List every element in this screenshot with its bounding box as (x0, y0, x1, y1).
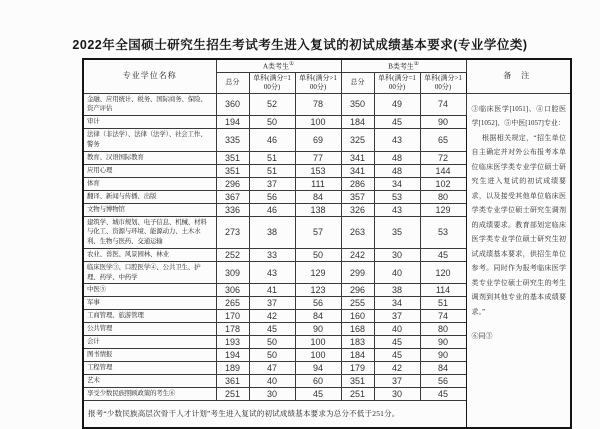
major-name-cell: 享受少数民族照顾政策的考生⑥ (83, 388, 216, 401)
score-cell: 37 (249, 177, 295, 190)
major-name-cell: 公共管理 (83, 323, 216, 336)
score-cell: 252 (216, 248, 249, 261)
major-name-cell: 军事 (83, 297, 216, 310)
major-name-cell: 农业、兽医、风景园林、林业 (83, 248, 216, 261)
score-cell: 263 (341, 216, 374, 248)
score-cell: 53 (374, 190, 420, 203)
major-name-cell: 图书情报 (83, 349, 216, 362)
column-header-a-single-eq100: 单科(满分=100分) (249, 73, 295, 94)
score-cell: 40 (249, 375, 295, 388)
major-name-cell: 文物与博物馆 (83, 203, 216, 216)
score-cell: 265 (216, 297, 249, 310)
score-cell: 43 (374, 129, 420, 152)
table-row (83, 93, 571, 116)
score-cell: 170 (216, 310, 249, 323)
score-cell: 367 (216, 190, 249, 203)
score-cell: 361 (216, 375, 249, 388)
major-name-cell: 教育、汉语国际教育 (83, 151, 216, 164)
major-name-cell: 翻译、新闻与传播、出版 (83, 190, 216, 203)
footnote-cell: 报考“少数民族高层次骨干人才计划”考生进入复试的初试成绩基本要求为总分不低于251分。 (83, 401, 466, 429)
score-cell: 42 (374, 362, 420, 375)
score-cell: 178 (216, 323, 249, 336)
score-cell: 42 (249, 310, 295, 323)
score-cell: 168 (341, 323, 374, 336)
score-cell: 45 (249, 323, 295, 336)
score-cell: 47 (249, 362, 295, 375)
score-cell: 350 (341, 93, 374, 116)
score-cell: 129 (295, 261, 341, 284)
remark-cell (466, 93, 571, 428)
score-cell: 357 (341, 190, 374, 203)
score-cell: 341 (341, 151, 374, 164)
score-cell: 35 (374, 216, 420, 248)
remark-paragraph: 根据相关规定，“招生单位自主确定并对外公布报考本单位临床医学类专业学位硕士研究生进入复试的初试成绩要求，以及接受其他单位临床医学类专业学位硕士研究生调剂的成绩要求。教育部划定临床医学类专业学位硕士研究生初试成绩基本要求，供招生单位参考。同时作为报考临床医学类专业学位硕士研究生的考生调剂到其他专业的基本成绩要求。” (471, 133, 567, 316)
score-cell: 100 (295, 349, 341, 362)
major-name-cell: 金融、应用统计、税务、国际商务、保险、资产评估 (83, 93, 216, 116)
group-b-note-sup: ② (413, 61, 419, 67)
score-cell: 100 (295, 116, 341, 129)
score-cell: 43 (249, 261, 295, 284)
score-cell: 80 (420, 190, 466, 203)
score-cell: 41 (249, 284, 295, 297)
score-cell: 184 (341, 116, 374, 129)
score-cell: 52 (249, 93, 295, 116)
group-a-label: A类考生 (263, 62, 290, 71)
score-cell: 296 (216, 177, 249, 190)
major-name-cell: 体育 (83, 177, 216, 190)
score-cell: 30 (249, 388, 295, 401)
column-header-major-name: 专业学位名称 (83, 59, 216, 93)
score-cell: 129 (420, 203, 466, 216)
column-header-b-total: 总分 (341, 73, 374, 94)
column-header-group-b (341, 59, 466, 73)
score-cell: 50 (249, 336, 295, 349)
score-cell: 72 (420, 151, 466, 164)
score-cell: 251 (216, 388, 249, 401)
score-cell: 90 (420, 336, 466, 349)
score-cell: 48 (374, 151, 420, 164)
score-cell: 48 (374, 164, 420, 177)
page-title: 2022年全国硕士研究生招生考试考生进入复试的初试成绩基本要求(专业学位类) (72, 38, 528, 52)
score-cell: 251 (341, 388, 374, 401)
score-cell: 53 (420, 216, 466, 248)
score-cell: 40 (374, 323, 420, 336)
score-cell: 84 (420, 362, 466, 375)
score-cell: 255 (341, 297, 374, 310)
score-cell: 144 (420, 164, 466, 177)
column-header-b-single-eq100: 单科(满分=100分) (374, 73, 420, 94)
column-header-group-a (216, 59, 341, 73)
score-cell: 46 (249, 129, 295, 152)
score-cell: 286 (341, 177, 374, 190)
score-cell: 45 (420, 248, 466, 261)
score-cell: 306 (216, 284, 249, 297)
score-cell: 69 (295, 129, 341, 152)
score-cell: 45 (420, 388, 466, 401)
score-cell: 179 (341, 362, 374, 375)
remark-paragraph: ③临床医学[1051]、④口腔医学[1052]、⑤中医[1057]专业： (471, 104, 567, 128)
score-cell: 84 (295, 190, 341, 203)
score-cell: 51 (249, 151, 295, 164)
score-cell: 51 (249, 164, 295, 177)
score-cell: 299 (341, 261, 374, 284)
table-header (83, 59, 571, 93)
score-cell: 40 (374, 261, 420, 284)
score-table (82, 58, 572, 429)
score-cell: 78 (295, 93, 341, 116)
score-cell: 100 (295, 336, 341, 349)
major-name-cell: 工程管理 (83, 362, 216, 375)
score-cell: 183 (341, 336, 374, 349)
score-cell: 90 (420, 116, 466, 129)
score-cell: 360 (216, 93, 249, 116)
major-name-cell: 艺术 (83, 375, 216, 388)
score-cell: 296 (341, 284, 374, 297)
score-cell: 90 (295, 323, 341, 336)
score-cell: 189 (216, 362, 249, 375)
score-cell: 90 (420, 349, 466, 362)
score-cell: 194 (216, 116, 249, 129)
major-name-cell: 应用心理 (83, 164, 216, 177)
score-cell: 50 (249, 116, 295, 129)
score-cell: 74 (420, 93, 466, 116)
column-header-remark: 备 注 (466, 59, 571, 93)
score-cell: 37 (374, 310, 420, 323)
score-cell: 30 (374, 388, 420, 401)
table-body (83, 93, 571, 428)
score-cell: 38 (374, 284, 420, 297)
major-name-cell: 临床医学③、口腔医学④、公共卫生、护理、药学、中药学 (83, 261, 216, 284)
score-cell: 50 (295, 248, 341, 261)
score-cell: 84 (295, 310, 341, 323)
score-cell: 123 (295, 284, 341, 297)
score-cell: 193 (216, 336, 249, 349)
major-name-cell: 建筑学、城市规划、电子信息、机械、材料与化工、资源与环境、能源动力、土木水利、生物与医药、交通运输 (83, 216, 216, 248)
group-b-label: B类考生 (388, 62, 414, 71)
score-cell: 45 (374, 336, 420, 349)
column-header-b-single-gt100: 单科(满分>100分) (420, 73, 466, 94)
major-name-cell: 中医⑤ (83, 284, 216, 297)
score-cell: 160 (341, 310, 374, 323)
major-name-cell: 法律（非法学）、法律（法学）、社会工作、警务 (83, 129, 216, 152)
score-cell: 102 (420, 177, 466, 190)
major-name-cell: 会计 (83, 336, 216, 349)
score-cell: 341 (341, 164, 374, 177)
score-cell: 38 (249, 216, 295, 248)
score-cell: 94 (295, 362, 341, 375)
score-cell: 309 (216, 261, 249, 284)
score-cell: 65 (420, 129, 466, 152)
column-header-a-total: 总分 (216, 73, 249, 94)
score-cell: 34 (374, 297, 420, 310)
score-cell: 351 (216, 164, 249, 177)
score-cell: 114 (420, 284, 466, 297)
score-cell: 33 (249, 248, 295, 261)
group-a-note-sup: ① (289, 61, 294, 67)
score-cell: 138 (295, 203, 341, 216)
score-cell: 273 (216, 216, 249, 248)
score-cell: 30 (374, 248, 420, 261)
major-name-cell: 审计 (83, 116, 216, 129)
score-cell: 335 (216, 129, 249, 152)
score-cell: 242 (341, 248, 374, 261)
score-cell: 194 (216, 349, 249, 362)
score-cell: 326 (341, 203, 374, 216)
score-cell: 351 (341, 375, 374, 388)
score-cell: 80 (420, 323, 466, 336)
score-cell: 46 (249, 203, 295, 216)
major-name-cell: 工商管理、旅游管理 (83, 310, 216, 323)
score-cell: 37 (249, 297, 295, 310)
column-header-a-single-gt100: 单科(满分>100分) (295, 73, 341, 94)
score-cell: 60 (295, 375, 341, 388)
score-cell: 45 (374, 116, 420, 129)
score-cell: 45 (295, 388, 341, 401)
score-cell: 336 (216, 203, 249, 216)
score-cell: 325 (341, 129, 374, 152)
score-cell: 184 (341, 349, 374, 362)
remark-paragraph: ⑥同③ (471, 332, 493, 341)
score-cell: 351 (216, 151, 249, 164)
score-cell: 56 (249, 190, 295, 203)
score-cell: 120 (420, 261, 466, 284)
score-cell: 56 (420, 375, 466, 388)
score-cell: 43 (374, 203, 420, 216)
score-cell: 111 (295, 177, 341, 190)
score-cell: 77 (295, 151, 341, 164)
header-row-groups (83, 59, 571, 73)
score-cell: 37 (374, 375, 420, 388)
score-cell: 34 (374, 177, 420, 190)
score-cell: 74 (420, 310, 466, 323)
score-cell: 153 (295, 164, 341, 177)
score-cell: 50 (249, 349, 295, 362)
score-cell: 56 (295, 297, 341, 310)
score-cell: 57 (295, 216, 341, 248)
score-cell: 49 (374, 93, 420, 116)
score-cell: 51 (420, 297, 466, 310)
score-cell: 45 (374, 349, 420, 362)
